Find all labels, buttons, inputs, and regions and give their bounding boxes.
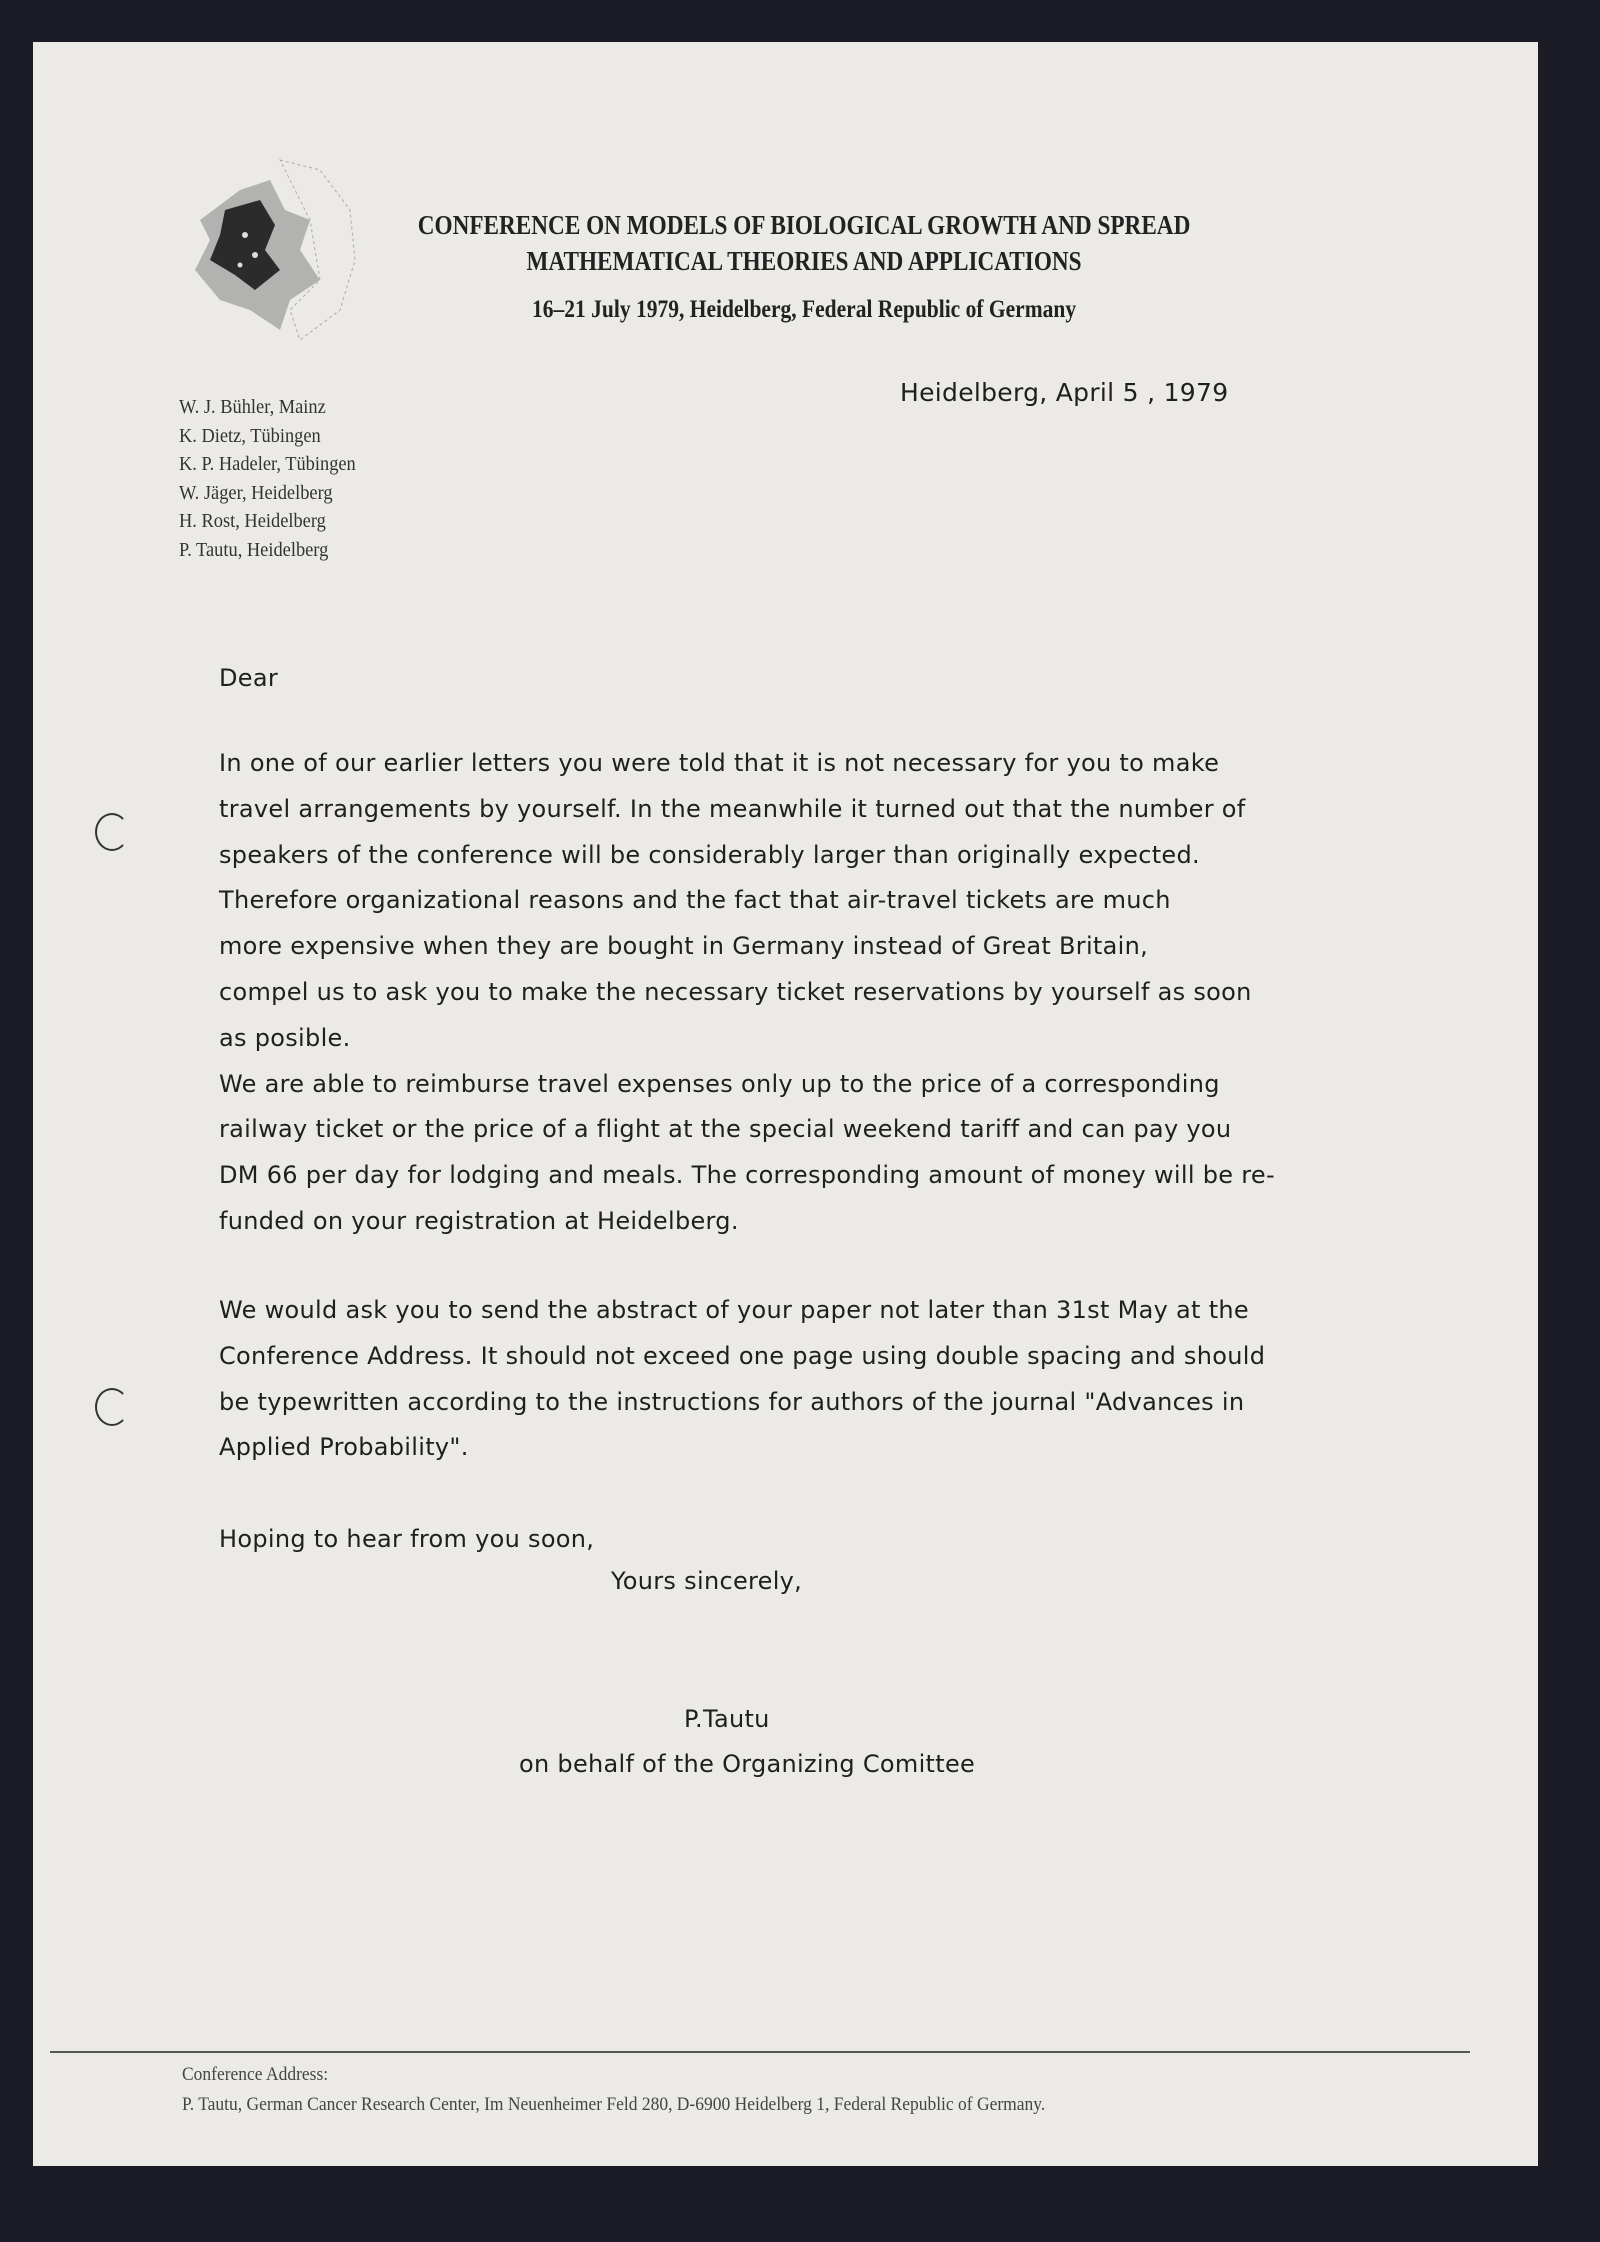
body-text-line: be typewritten according to the instructions for authors of the journal "Advances in [219,1387,1245,1416]
signer-name: P.Tautu [684,1705,770,1733]
organizer: H. Rost, Heidelberg [179,510,326,533]
conference-title: CONFERENCE ON MODELS OF BIOLOGICAL GROWTH AND SPREAD [417,210,1191,240]
organizer: K. Dietz, Tübingen [179,424,321,447]
sign-off: Yours sincerely, [611,1567,803,1595]
body-text-line: In one of our earlier letters you were told that it is not necessary for you to make [219,749,1220,777]
body-text-line: We would ask you to send the abstract of your paper not later than 31st May at the [219,1296,1249,1324]
body-text-line: DM 66 per day for lodging and meals. The corresponding amount of money will be re- [219,1161,1275,1190]
body-text-line: funded on your registration at Heidelberg. [219,1207,739,1235]
organizer: W. Jäger, Heidelberg [179,481,333,504]
punch-hole-icon [95,813,129,851]
body-text-line: railway ticket or the price of a flight at the special weekend tariff and can pay you [219,1115,1232,1144]
letter-page [33,42,1538,2166]
closing: Hoping to hear from you soon, [219,1525,595,1553]
body-text-line: speakers of the conference will be considerably larger than originally expected. [219,840,1200,869]
footer-divider [50,2051,1470,2053]
conference-subtitle: MATHEMATICAL THEORIES AND APPLICATIONS [526,246,1082,276]
letter-date: Heidelberg, April 5 , 1979 [900,378,1229,407]
body-text-line: We are able to reimburse travel expenses only up to the price of a corresponding [219,1069,1220,1098]
body-text-line: travel arrangements by yourself. In the meanwhile it turned out that the number of [219,794,1246,823]
organizer: P. Tautu, Heidelberg [179,538,329,561]
body-text-line: compel us to ask you to make the necessary ticket reservations by yourself as soon [219,978,1252,1006]
footer-address: P. Tautu, German Cancer Research Center, Im Neuenheimer Feld 280, D-6900 Heidelberg 1, Federal Republic of Germany. [182,2094,1046,2115]
organizer-list [179,393,356,565]
salutation: Dear [219,664,279,692]
punch-hole-icon [95,1388,129,1426]
body-text-line: as posible. [219,1023,351,1052]
conference-dates-location: 16–21 July 1979, Heidelberg, Federal Republic of Germany [532,296,1077,323]
signer-role: on behalf of the Organizing Comittee [519,1750,976,1778]
footer-label: Conference Address: [182,2064,329,2085]
organizer: W. J. Bühler, Mainz [179,396,326,418]
organizer: K. P. Hadeler, Tübingen [179,453,356,476]
body-text-line: Conference Address. It should not exceed one page using double spacing and should [219,1341,1266,1370]
body-text-line: Applied Probability". [219,1433,469,1462]
body-text-line: Therefore organizational reasons and the fact that air-travel tickets are much [219,886,1171,915]
body-text-line: more expensive when they are bought in Germany instead of Great Britain, [219,932,1149,961]
